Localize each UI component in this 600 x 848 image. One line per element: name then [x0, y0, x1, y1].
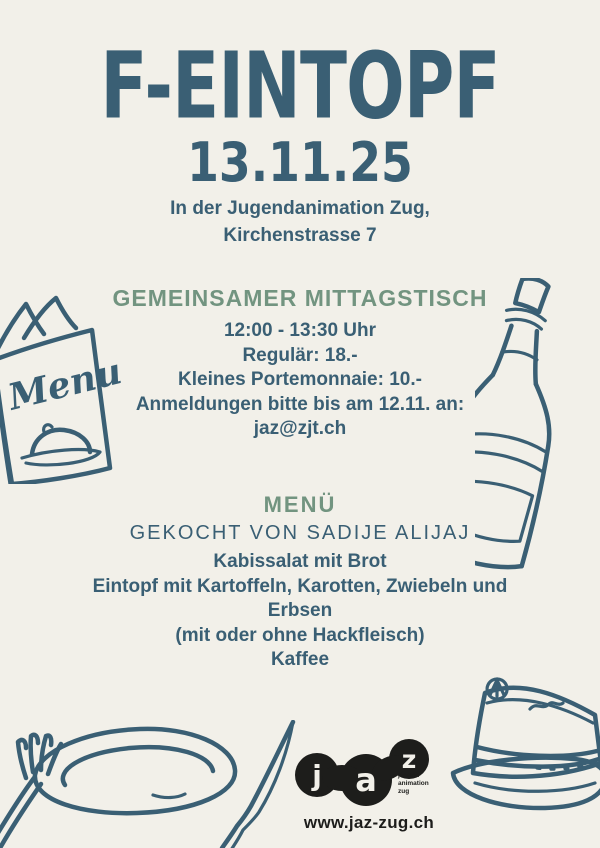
menu-item: Kabissalat mit Brot	[213, 551, 387, 572]
cake-icon	[445, 655, 600, 833]
event-heading: GEMEINSAMER MITTAGSTISCH	[112, 285, 488, 311]
signup-note: Anmeldungen bitte bis am 12.11. an:	[135, 393, 465, 415]
poster-title: F-EINTOPF	[100, 33, 500, 141]
menu-item: Kaffee	[270, 649, 330, 671]
location-line-1: In der Jugendanimation Zug,	[170, 198, 430, 219]
logo-caption-line-2: animation	[398, 780, 429, 787]
price-small-wallet: Kleines Portemonnaie: 10.-	[178, 369, 422, 391]
plate-icon	[25, 715, 245, 823]
price-regular: Regulär: 18.-	[242, 344, 358, 366]
menu-section	[0, 491, 600, 673]
event-date: 13.11.25	[187, 131, 413, 195]
logo-letter-z: z	[401, 745, 417, 774]
location-line-2: Kirchenstrasse 7	[223, 225, 377, 246]
menu-item: Eintopf mit Kartoffeln, Karotten, Zwiebeln und Erbsen	[92, 575, 508, 622]
menu-item: (mit oder ohne Hackfleisch)	[175, 624, 425, 646]
logo-letter-a: a	[355, 761, 377, 799]
website-url: www.jaz-zug.ch	[303, 813, 435, 832]
cook-credit: GEKOCHT VON SADIJE ALIJAJ	[129, 522, 471, 544]
menu-heading: MENÜ	[263, 492, 337, 517]
logo-caption-line-3: zug	[398, 788, 410, 795]
jaz-logo	[294, 737, 444, 807]
location-block	[0, 195, 600, 249]
menu-card-label: Menu	[4, 350, 126, 419]
logo-letter-j: j	[312, 759, 322, 792]
signup-email: jaz@zjt.ch	[253, 418, 347, 440]
event-section	[0, 283, 600, 442]
event-time: 12:00 - 13:30 Uhr	[223, 320, 377, 341]
logo-caption-line-1: jugend	[398, 772, 420, 779]
